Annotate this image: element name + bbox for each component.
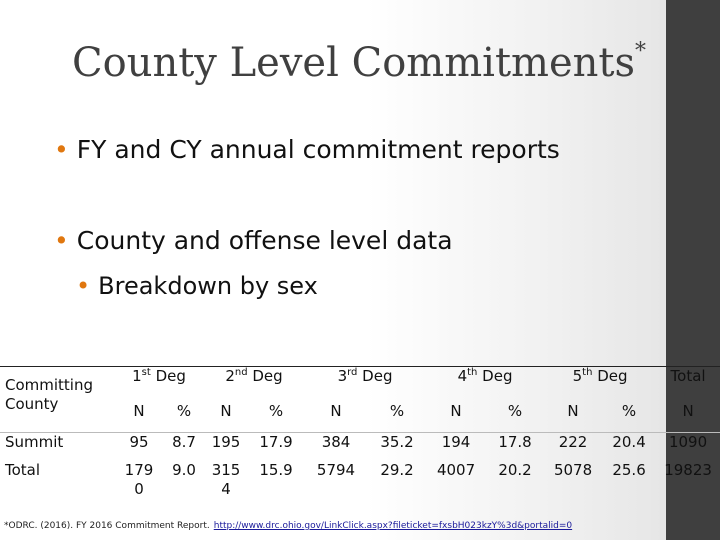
subheader-cell: N [682,402,694,420]
table-cell: 4007 [436,461,476,479]
table-cell: 17.9 [248,433,304,462]
deg-header-5 [544,367,656,403]
deg-header-1 [114,367,204,403]
deg-sup: rd [347,367,358,378]
subheader-cell: % [176,402,192,420]
title-footnote-mark: * [635,38,646,64]
table-cell: 35.2 [368,433,426,462]
table-cell: 384 [304,433,368,462]
deg-num: 1 [132,367,142,385]
table-cell: 1090 [656,433,720,462]
deg-num: 5 [572,367,583,385]
deg-sup: th [467,367,478,378]
deg-header-4 [426,367,544,403]
commitments-table [0,366,720,507]
subheader-cell: N [567,402,579,420]
deg-label: Deg [357,367,393,385]
deg-sup: st [141,367,151,378]
deg-num: 4 [457,367,468,385]
bullet-reports [54,135,560,164]
table-cell: 95 [114,433,164,462]
table-cell: 222 [544,433,602,462]
table-cell: 194 [426,433,486,462]
bullet-icon: • [54,135,69,164]
deg-label: Deg [247,367,283,385]
bullet-icon: • [54,226,69,255]
deg-num: 3 [337,367,348,385]
table-cell: 15.9 [259,461,293,479]
bullet-county-data [54,226,453,255]
table-cell: 20.2 [498,461,532,479]
table-cell: 20.4 [602,433,656,462]
table-cell: 179 0 [124,461,154,498]
bullet-icon: • [76,272,91,300]
county-header [0,367,114,433]
deg-label: Deg [477,367,513,385]
footnote-link[interactable]: http://www.drc.ohio.gov/LinkClick.aspx?fileticket=fxsbH023kzY%3d&portalid=0 [213,521,573,531]
table-cell: 195 [204,433,248,462]
county-header-line: County [5,395,59,413]
deg-header-3 [304,367,426,403]
table-cell: 25.6 [612,461,646,479]
table-cell: 9.0 [172,461,196,479]
bullet-text: Breakdown by sex [98,272,318,300]
title-text: County Level Commitments [72,40,635,86]
subheader-cell: N [133,402,145,420]
footnote-citation: *ODRC. (2016). FY 2016 Commitment Report. [4,521,210,531]
total-header: Total [656,367,720,403]
table-cell: 19823 [664,461,712,479]
bullet-text: FY and CY annual commitment reports [76,135,560,164]
subheader-cell: % [389,402,405,420]
table-row [0,433,720,462]
deg-sup: nd [234,367,248,378]
subheader-cell: % [621,402,637,420]
slide-title [72,38,646,86]
subheader-cell: N [330,402,342,420]
table-cell: 29.2 [380,461,414,479]
subheader-cell: % [268,402,284,420]
deg-header-2 [204,367,304,403]
sub-bullet-sex [76,272,318,300]
table-cell: 315 4 [211,461,241,498]
table-cell: 5794 [316,461,356,479]
subheader-cell: N [450,402,462,420]
deg-label: Deg [150,367,186,385]
deg-sup: th [582,367,593,378]
row-county: Total [5,461,41,479]
subheader-cell: % [507,402,523,420]
subheader-cell: N [220,402,232,420]
footnote [4,521,572,531]
table-cell: 17.8 [486,433,544,462]
row-county: Summit [0,433,114,462]
bullet-text: County and offense level data [76,226,453,255]
county-header-line: Committing [5,376,94,394]
table-header-row [0,367,720,403]
deg-num: 2 [225,367,235,385]
table-row [0,461,720,507]
table-cell: 5078 [553,461,593,479]
deg-label: Deg [592,367,628,385]
table-cell: 8.7 [164,433,204,462]
